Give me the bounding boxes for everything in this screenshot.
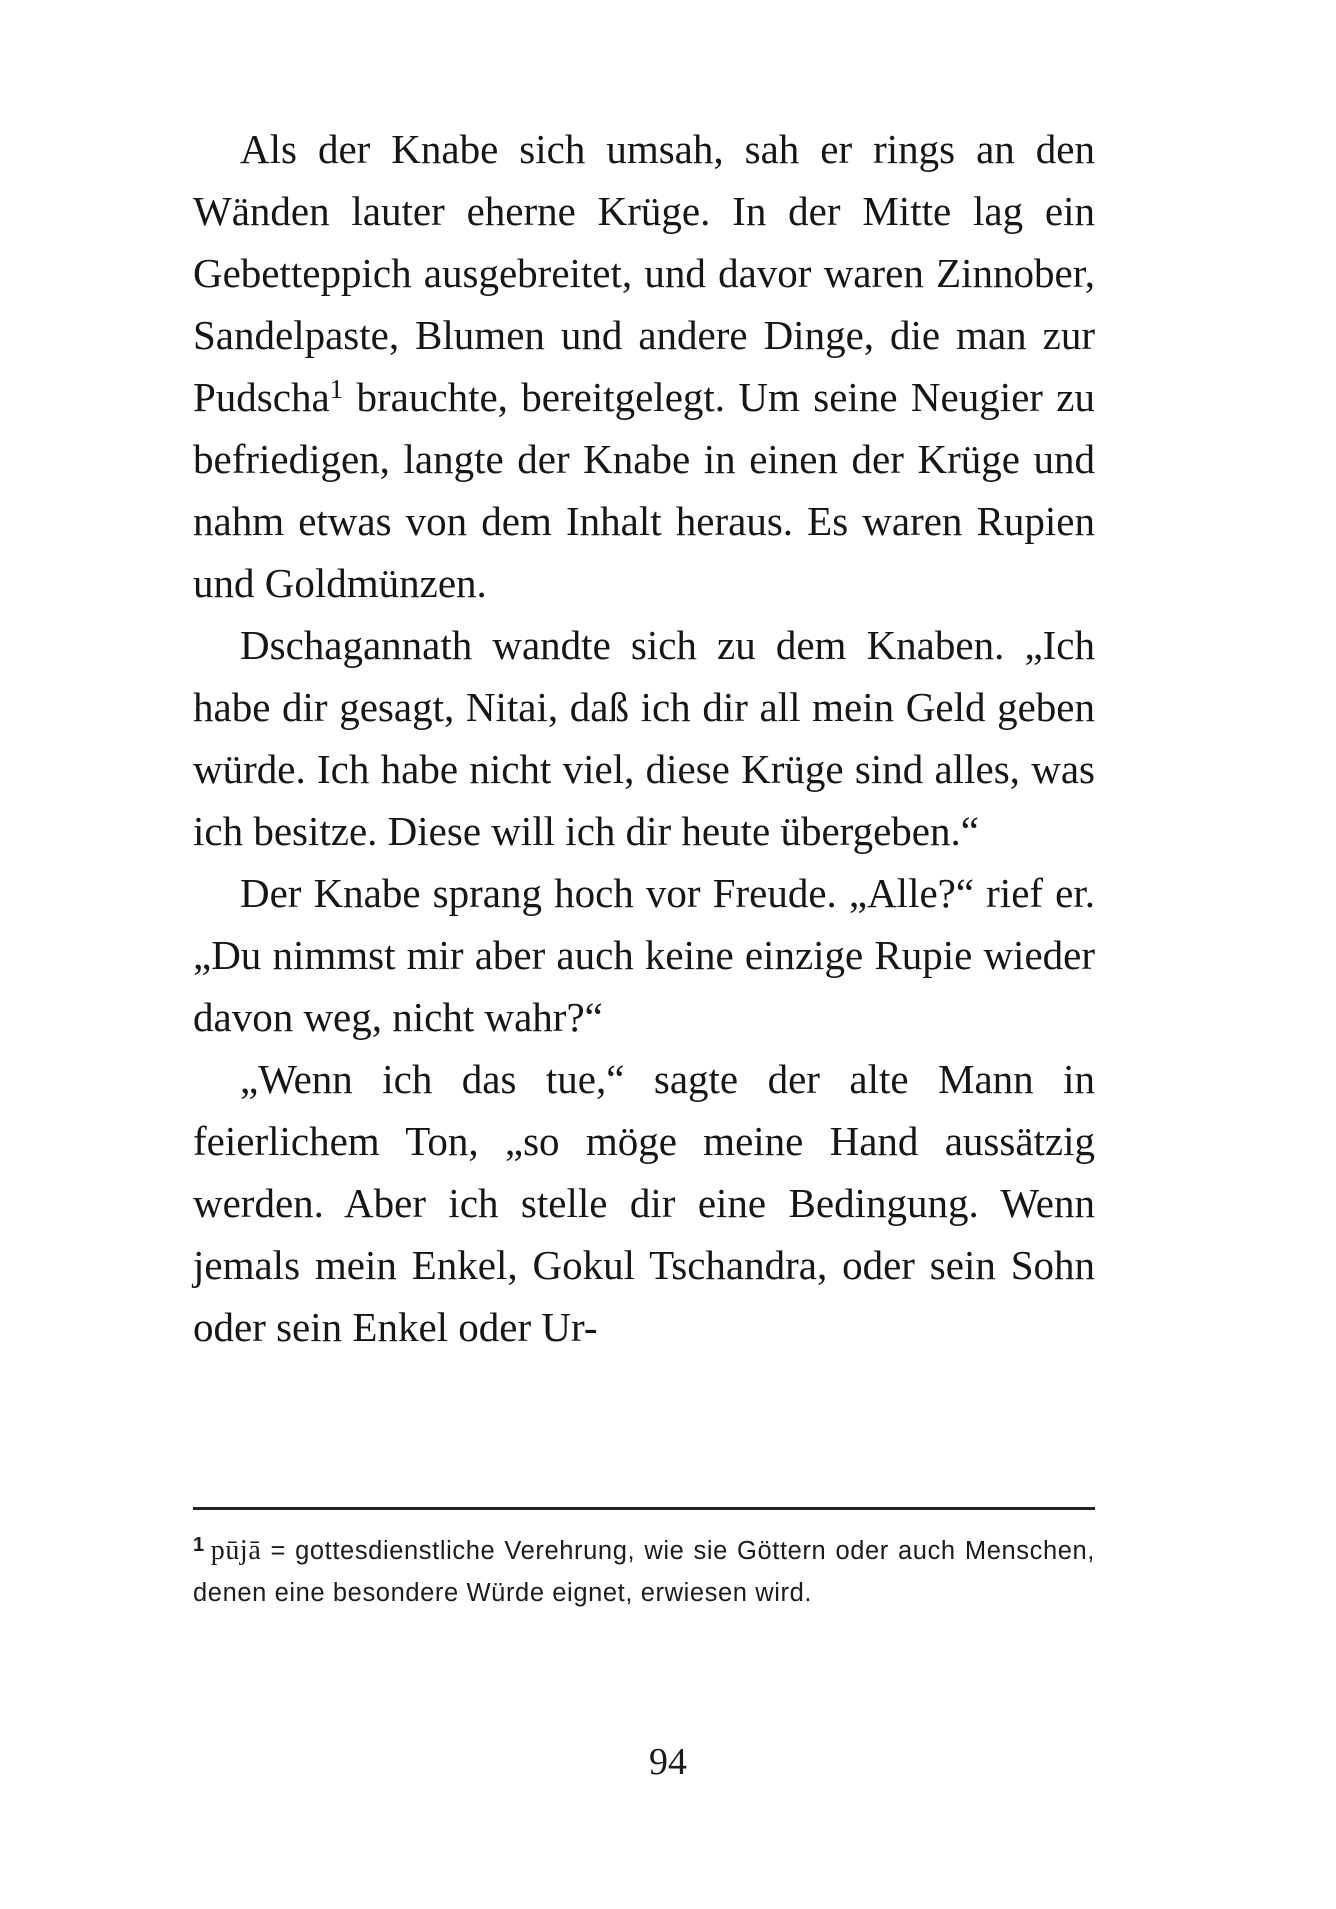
paragraph-1 — [193, 118, 1095, 614]
body-text — [193, 118, 1095, 1358]
paragraph-1-text-b: brauchte, bereitgelegt. Um seine Neugier zu befriedigen, langte der Knabe in einen der Krüge und nahm etwas von dem Inhalt heraus. Es waren Rupien und Goldmünzen. — [193, 374, 1095, 606]
footnote-reference: 1 — [329, 374, 344, 404]
footnote-text: = gottesdienstliche Verehrung, wie sie Göttern oder auch Menschen, denen eine besondere Würde eignet, erwiesen wird. — [193, 1537, 1095, 1607]
page-number: 94 — [649, 1741, 687, 1783]
paragraph-1-text-a: Als der Knabe sich umsah, sah er rings an den Wänden lauter eherne Krüge. In der Mitte lag ein Gebetteppich ausgebreitet, und davor waren Zinnober, Sandelpaste, Blumen und andere Dinge, die man zur Pudscha — [193, 126, 1095, 420]
footnote-divider — [193, 1507, 1095, 1510]
footnote — [193, 1530, 1095, 1614]
footnote-term: pūjā — [210, 1535, 262, 1566]
paragraph-4: „Wenn ich das tue,“ sagte der alte Mann in feierlichem Ton, „so möge meine Hand aussätzig werden. Aber ich stelle dir eine Bedingung. Wenn jemals mein Enkel, Gokul Tschandra, oder sein Sohn oder sein Enkel oder Ur- — [193, 1056, 1095, 1350]
footnote-number: 1 — [193, 1534, 205, 1556]
paragraph-3: Der Knabe sprang hoch vor Freude. „Alle?“ rief er. „Du nimmst mir aber auch keine einzige Rupie wieder davon weg, nicht wahr?“ — [193, 870, 1095, 1040]
paragraph-2: Dschagannath wandte sich zu dem Knaben. „Ich habe dir gesagt, Nitai, daß ich dir all mein Geld geben würde. Ich habe nicht viel, diese Krüge sind alles, was ich besitze. Diese will ich dir heute übergeben.“ — [193, 622, 1095, 854]
